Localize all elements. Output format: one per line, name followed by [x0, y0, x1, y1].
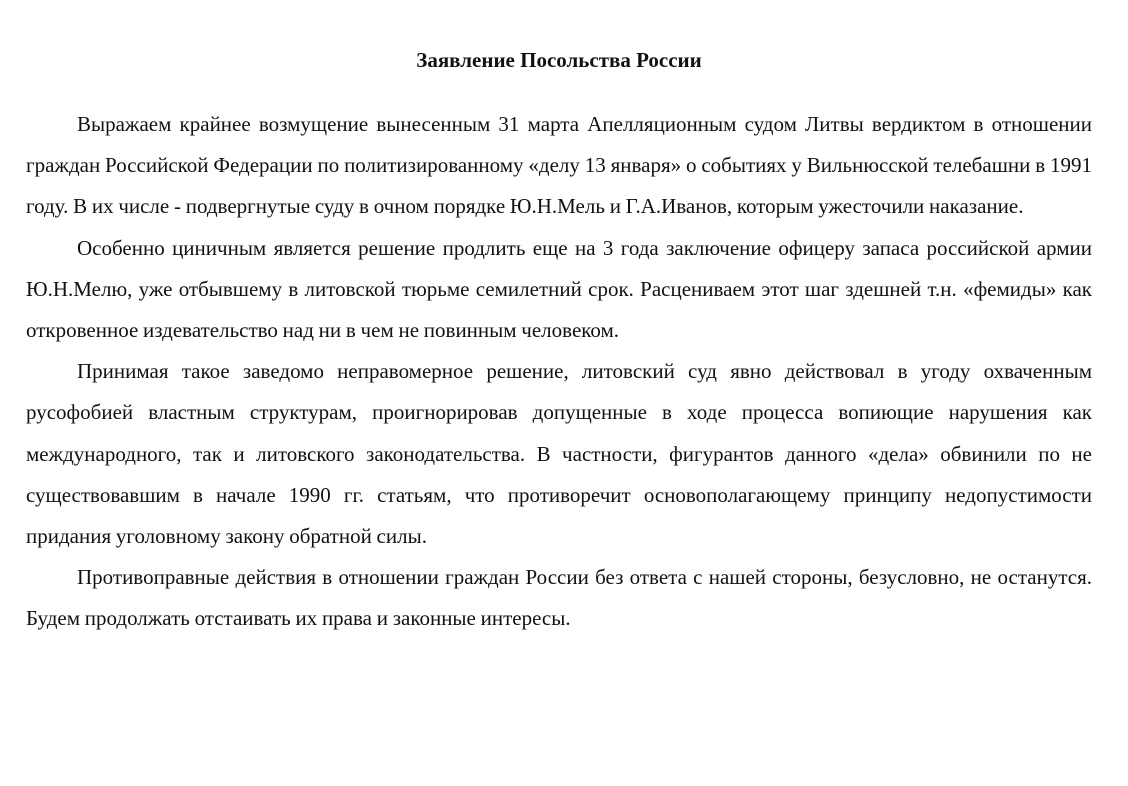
paragraph-4: Противоправные действия в отношении граждан России без ответа с нашей стороны, безусловно, не останутся. Будем продолжать отстаивать их права и законные интересы.	[26, 565, 1092, 631]
paragraph-1: Выражаем крайнее возмущение вынесенным 31 марта Апелляционным судом Литвы вердиктом в отношении граждан Российской Федерации по политизированному «делу 13 января» о событиях у Вильнюсской телебашни в 1991 году. В их числе - подвергнутые суду в очном порядке Ю.Н.Мель и Г.А.Иванов, которым ужесточили наказание.	[26, 112, 1092, 219]
paragraph-3: Принимая такое заведомо неправомерное решение, литовский суд явно действовал в угоду охваченным русофобией властным структурам, проигнорировав допущенные в ходе процесса вопиющие нарушения как международного, так и литовского законодательства. В частности, фигурантов данного «дела» обвинили по не существовавшим в начале 1990 гг. статьям, что противоречит основополагающему принципу недопустимости придания уголовному закону обратной силы.	[26, 359, 1092, 549]
document-page	[26, 0, 1092, 640]
document-body	[26, 104, 1092, 640]
paragraph-2: Особенно циничным является решение продлить еще на 3 года заключение офицеру запаса российской армии Ю.Н.Мелю, уже отбывшему в литовской тюрьме семилетний срок. Расцениваем этот шаг здешней т.н. «фемиды» как откровенное издевательство над ни в чем не повинным человеком.	[26, 235, 1092, 343]
document-title: Заявление Посольства России	[416, 48, 702, 72]
